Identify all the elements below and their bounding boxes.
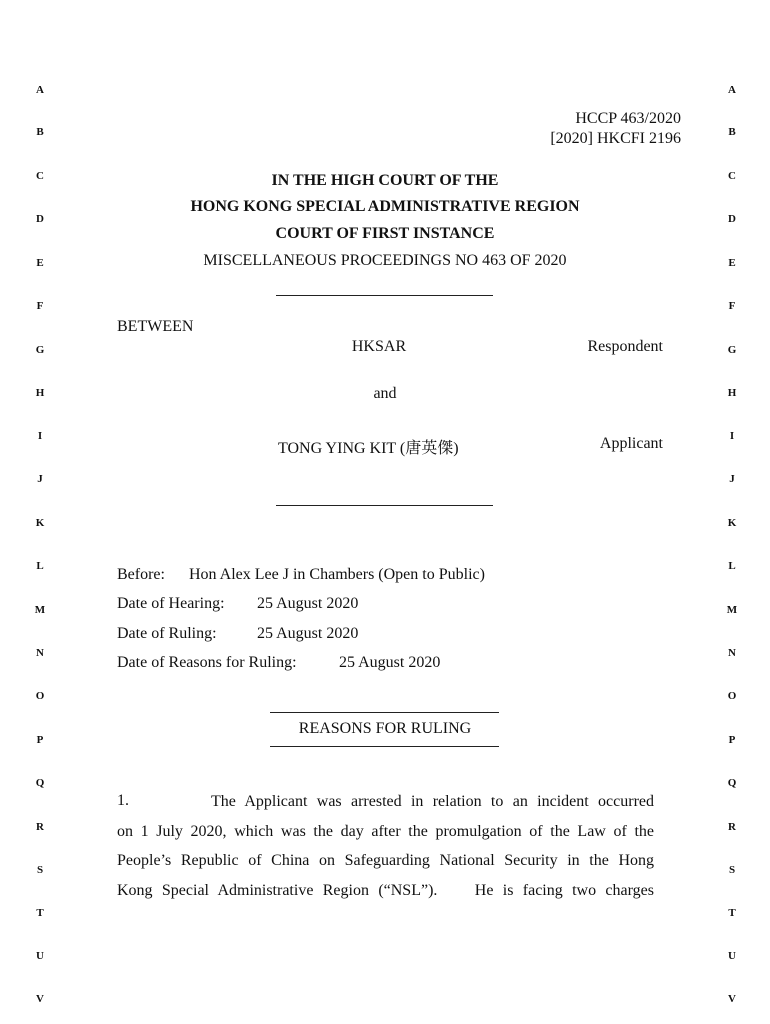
between-label: BETWEEN [117,318,194,335]
margin-letter: L [36,560,44,572]
margin-letter: D [36,213,44,225]
proceedings-title: MISCELLANEOUS PROCEEDINGS NO 463 OF 2020 [203,252,567,269]
heading-top-rule [270,712,499,713]
paragraph-line: The Applicant was arrested in relation to an incident occurred [211,793,654,810]
margin-letter: A [36,84,44,96]
heading-bottom-rule [270,746,499,747]
section-heading: REASONS FOR RULING [298,720,472,737]
margin-letter: Q [727,777,737,789]
margin-letter: L [728,560,736,572]
applicant-name: TONG YING KIT (唐英傑) [278,440,459,457]
margin-letter: U [728,950,736,962]
margin-letter: I [37,430,43,442]
margin-letter: F [36,300,44,312]
and-label: and [373,385,397,402]
margin-letter: E [728,257,736,269]
margin-letter: F [728,300,736,312]
ruling-label: Date of Ruling: [117,625,217,642]
paragraph-number: 1. [117,792,129,809]
margin-letter: O [35,690,45,702]
margin-letter: U [36,950,44,962]
before-value: Hon Alex Lee J in Chambers (Open to Public) [189,566,485,583]
ruling-value: 25 August 2020 [257,625,359,642]
margin-letter: P [728,734,736,746]
margin-letter: J [729,473,735,485]
margin-letter: H [35,387,45,399]
margin-letter: N [36,647,44,659]
before-label: Before: [117,566,165,583]
margin-letter: T [36,907,44,919]
margin-letter: D [728,213,736,225]
margin-letter: O [727,690,737,702]
hearing-label: Date of Hearing: [117,595,225,612]
margin-letter: G [727,344,737,356]
margin-letter: R [728,821,736,833]
margin-letter: K [35,517,45,529]
paragraph-line: on 1 July 2020, which was the day after the promulgation of the Law of the [117,822,654,840]
court-heading-line-1: IN THE HIGH COURT OF THE [271,172,499,189]
margin-letter: I [729,430,735,442]
margin-letter: G [35,344,45,356]
respondent-name: HKSAR [351,338,407,355]
margin-letter: K [727,517,737,529]
case-citation: [2020] HKCFI 2196 [550,130,681,147]
case-number: HCCP 463/2020 [575,110,681,127]
divider-rule [276,505,493,506]
margin-letter: S [36,864,44,876]
margin-letter: B [36,126,44,138]
paragraph-line: Kong Special Administrative Region (“NSL”). He is facing two charges [117,881,654,899]
margin-letter: M [34,604,46,616]
margin-letter: V [36,993,44,1005]
margin-letter: S [728,864,736,876]
reasons-date-value: 25 August 2020 [339,654,441,671]
margin-letter: V [728,993,736,1005]
margin-letter: Q [35,777,45,789]
margin-letter: C [36,170,44,182]
paragraph-line: People’s Republic of China on Safeguarding National Security in the Hong [117,852,654,869]
court-heading-line-2: HONG KONG SPECIAL ADMINISTRATIVE REGION [190,198,580,215]
margin-letter: A [728,84,736,96]
margin-letter: N [728,647,736,659]
applicant-role: Applicant [599,435,663,452]
hearing-value: 25 August 2020 [257,595,359,612]
paragraph-1 [117,787,654,905]
margin-letter: H [727,387,737,399]
divider-rule [276,295,493,296]
margin-letter: B [728,126,736,138]
respondent-role: Respondent [587,338,663,355]
margin-letter: M [726,604,738,616]
court-heading-line-3: COURT OF FIRST INSTANCE [275,225,495,242]
margin-letter: T [728,907,736,919]
margin-letter: J [37,473,43,485]
margin-letter: E [36,257,44,269]
margin-letter: R [36,821,44,833]
margin-letter: C [728,170,736,182]
reasons-date-label: Date of Reasons for Ruling: [117,654,297,671]
margin-letter: P [36,734,44,746]
